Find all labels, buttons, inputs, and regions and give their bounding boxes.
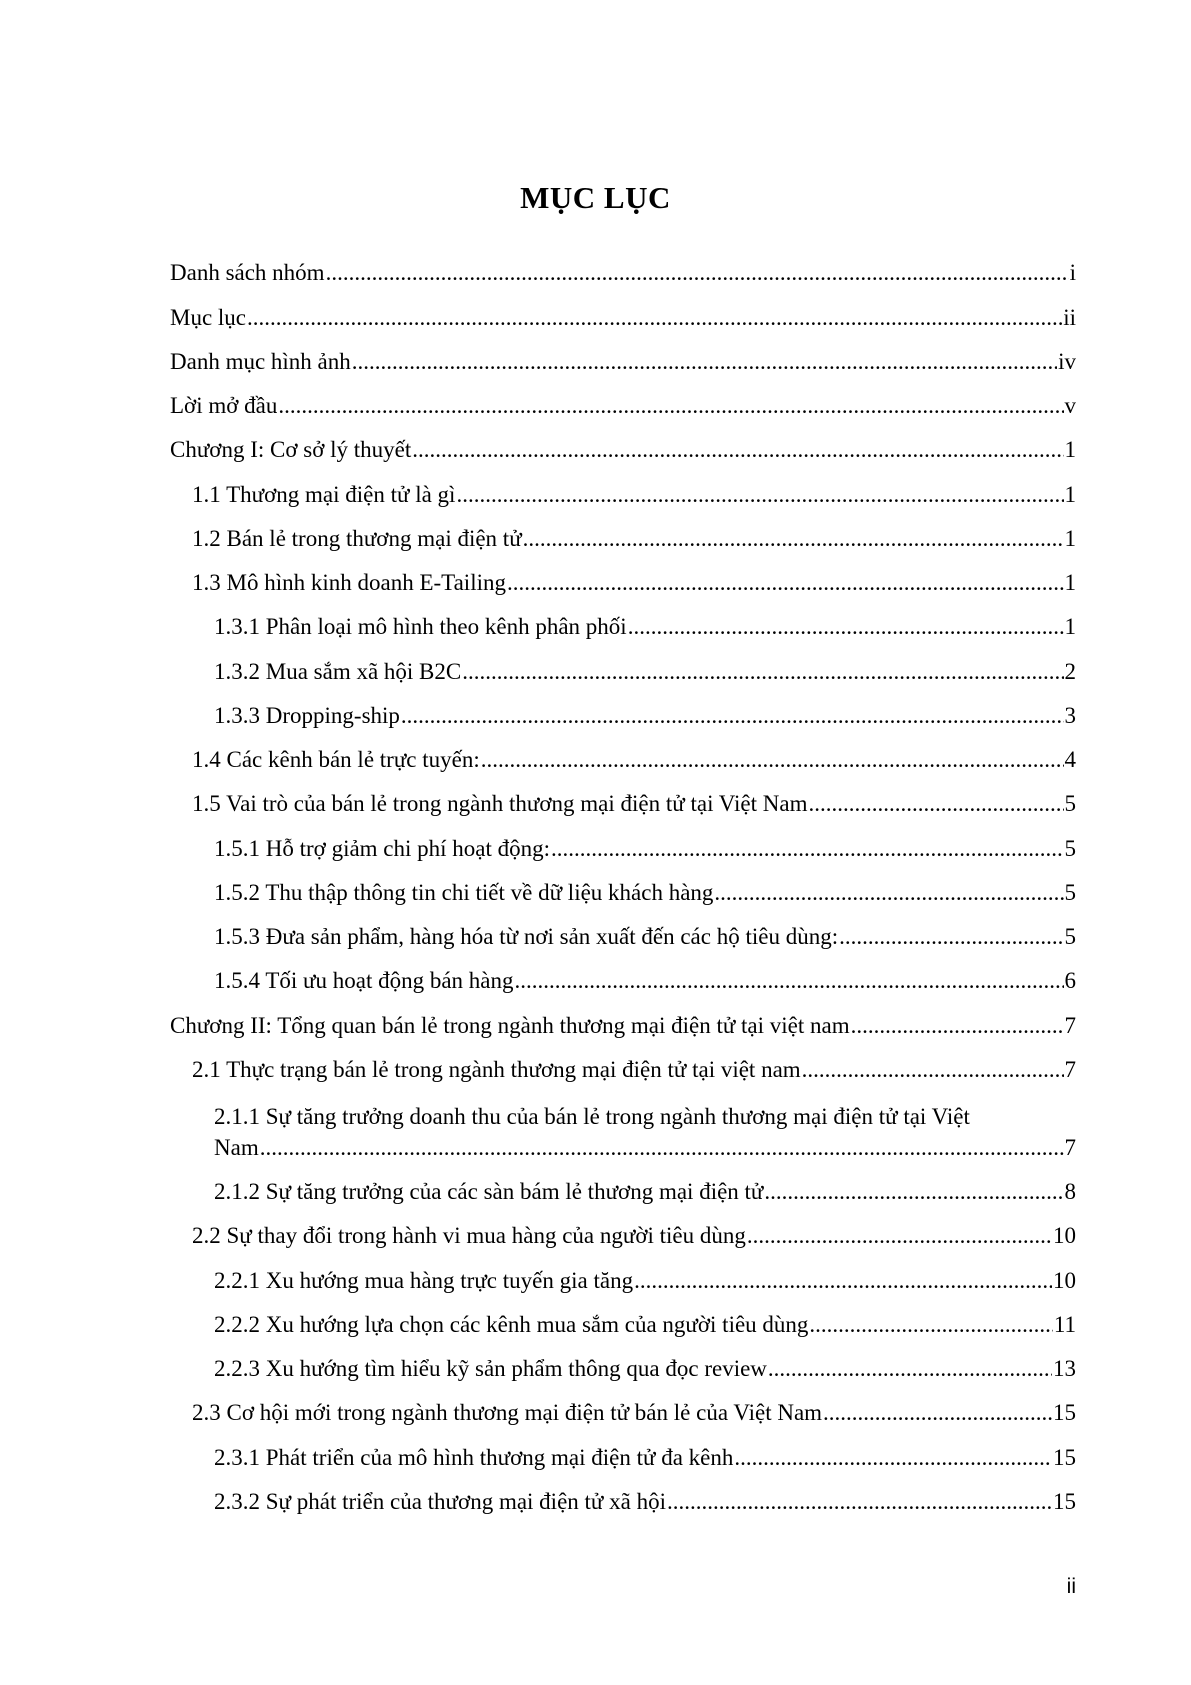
- toc-leader-dots: [352, 347, 1057, 377]
- toc-entry-page: 11: [1053, 1311, 1076, 1337]
- toc-leader-dots: [507, 568, 1064, 598]
- toc-entry-page: 5: [1064, 879, 1076, 905]
- toc-entry-text: Chương I: Cơ sở lý thuyết: [170, 437, 412, 463]
- toc-entry-text: 2.2 Sự thay đổi trong hành vi mua hàng của người tiêu dùng: [192, 1223, 746, 1249]
- toc-leader-dots: [247, 303, 1062, 333]
- toc-entry-text: 1.2 Bán lẻ trong thương mại điện tử: [192, 525, 522, 551]
- toc-entry-page: 8: [1064, 1179, 1076, 1204]
- toc-entry-1-3-3[interactable]: [170, 687, 1076, 731]
- toc-leader-dots: [839, 922, 1063, 952]
- toc-entry-loi-mo-dau[interactable]: [170, 377, 1076, 421]
- toc-entry-2-2-1[interactable]: [170, 1251, 1076, 1295]
- toc-entry-page: ii: [1063, 304, 1076, 330]
- table-of-contents: [170, 244, 1076, 1517]
- toc-leader-dots: [462, 657, 1063, 687]
- toc-leader-dots: [851, 1011, 1064, 1041]
- toc-entry-text: 2.3 Cơ hội mới trong ngành thương mại điện tử bán lẻ của Việt Nam: [192, 1400, 823, 1426]
- toc-entry-2-2-3[interactable]: [170, 1340, 1076, 1384]
- toc-entry-text: 1.3 Mô hình kinh doanh E-Tailing: [192, 570, 506, 595]
- toc-leader-dots: [634, 1266, 1052, 1296]
- toc-leader-dots: [481, 745, 1064, 775]
- toc-entry-text: Danh sách nhóm: [170, 260, 325, 286]
- toc-entry-text-line2: Nam: [214, 1134, 259, 1160]
- toc-leader-dots: [515, 966, 1064, 996]
- toc-entry-page: v: [1064, 393, 1076, 418]
- toc-entry-page: 5: [1064, 924, 1076, 949]
- toc-entry-page: 4: [1064, 747, 1076, 772]
- toc-leader-dots: [278, 391, 1063, 421]
- toc-leader-dots: [734, 1443, 1052, 1473]
- toc-entry-1-3-1[interactable]: [170, 598, 1076, 642]
- toc-entry-muc-luc[interactable]: [170, 288, 1076, 332]
- toc-entry-page: 1: [1064, 614, 1076, 640]
- toc-entry-text: 2.1.2 Sự tăng trưởng của các sàn bám lẻ thương mại điện tử: [214, 1179, 764, 1204]
- toc-leader-dots: [714, 878, 1063, 908]
- toc-entry-1-5-2[interactable]: [170, 864, 1076, 908]
- toc-entry-page: 10: [1053, 1223, 1076, 1249]
- toc-entry-text-line1: 2.1.1 Sự tăng trưởng doanh thu của bán lẻ trong ngành thương mại điện tử tại Việt: [214, 1103, 970, 1129]
- toc-entry-text: 1.5.3 Đưa sản phẩm, hàng hóa từ nơi sản xuất đến các hộ tiêu dùng:: [214, 924, 839, 949]
- toc-entry-2-1-2[interactable]: [170, 1163, 1076, 1207]
- toc-entry-page: 6: [1064, 968, 1076, 994]
- toc-leader-dots: [809, 1310, 1052, 1340]
- toc-leader-dots: [802, 1055, 1064, 1085]
- toc-entry-text: 1.5 Vai trò của bán lẻ trong ngành thương mại điện tử tại Việt Nam: [192, 791, 808, 817]
- toc-leader-dots: [809, 789, 1064, 819]
- toc-entry-page: 10: [1053, 1267, 1076, 1293]
- toc-leader-dots: [768, 1354, 1052, 1384]
- toc-entry-2-1[interactable]: [170, 1041, 1076, 1085]
- toc-entry-page: 1: [1064, 570, 1076, 595]
- toc-entry-text: Mục lục: [170, 304, 247, 330]
- toc-entry-1-5[interactable]: [170, 775, 1076, 819]
- toc-entry-page: 3: [1064, 702, 1076, 728]
- toc-leader-dots: [823, 1398, 1052, 1428]
- toc-entry-page: iv: [1058, 348, 1076, 374]
- toc-entry-text: 2.2.2 Xu hướng lựa chọn các kênh mua sắm của người tiêu dùng: [214, 1311, 809, 1337]
- toc-leader-dots: [326, 258, 1069, 288]
- page-title: MỤC LỤC: [520, 180, 671, 215]
- toc-entry-page: 1: [1064, 525, 1076, 551]
- toc-entry-text: 1.3.2 Mua sắm xã hội B2C: [214, 658, 462, 684]
- toc-entry-page: 7: [1064, 1056, 1076, 1082]
- toc-entry-text: Lời mở đầu: [170, 393, 278, 418]
- toc-entry-1-3[interactable]: [170, 554, 1076, 598]
- toc-leader-dots: [456, 480, 1063, 510]
- toc-leader-dots: [667, 1487, 1052, 1517]
- toc-entry-page: 2: [1064, 658, 1076, 684]
- toc-entry-1-5-3[interactable]: [170, 908, 1076, 952]
- toc-entry-1-2[interactable]: [170, 510, 1076, 554]
- toc-entry-2-3-2[interactable]: [170, 1473, 1076, 1517]
- toc-entry-2-2-2[interactable]: [170, 1296, 1076, 1340]
- toc-entry-text: 1.3.3 Dropping-ship: [214, 702, 400, 728]
- toc-entry-page: 13: [1053, 1356, 1076, 1381]
- toc-entry-page: 15: [1053, 1400, 1076, 1426]
- toc-leader-dots: [412, 435, 1063, 465]
- page-number: ii: [1066, 1575, 1076, 1598]
- toc-entry-1-5-1[interactable]: [170, 819, 1076, 863]
- toc-entry-text: 2.2.3 Xu hướng tìm hiểu kỹ sản phẩm thông qua đọc review: [214, 1356, 767, 1381]
- toc-entry-text: 1.5.1 Hỗ trợ giảm chi phí hoạt động:: [214, 835, 551, 861]
- toc-entry-chuong-1[interactable]: [170, 421, 1076, 465]
- toc-entry-page: 1: [1064, 481, 1076, 507]
- toc-entry-page: i: [1069, 260, 1076, 286]
- toc-entry-1-1[interactable]: [170, 465, 1076, 509]
- toc-entry-page: 5: [1064, 835, 1076, 861]
- toc-entry-page: 7: [1064, 1134, 1076, 1160]
- toc-entry-2-1-1[interactable]: [170, 1085, 1076, 1163]
- toc-entry-text: 1.4 Các kênh bán lẻ trực tuyến:: [192, 747, 480, 772]
- toc-entry-1-3-2[interactable]: [170, 642, 1076, 686]
- toc-entry-2-3-1[interactable]: [170, 1428, 1076, 1472]
- toc-entry-text: 1.5.2 Thu thập thông tin chi tiết về dữ liệu khách hàng: [214, 879, 714, 905]
- toc-entry-page: 15: [1053, 1488, 1076, 1514]
- toc-entry-danh-sach-nhom[interactable]: [170, 244, 1076, 288]
- toc-entry-1-5-4[interactable]: [170, 952, 1076, 996]
- toc-entry-text: 1.5.4 Tối ưu hoạt động bán hàng: [214, 968, 514, 994]
- toc-entry-text: 2.3.1 Phát triển của mô hình thương mại điện tử đa kênh: [214, 1444, 734, 1470]
- toc-entry-page: 7: [1064, 1012, 1076, 1038]
- toc-leader-dots: [260, 1133, 1064, 1163]
- toc-entry-text: 1.1 Thương mại điện tử là gì: [192, 481, 456, 507]
- toc-entry-2-2[interactable]: [170, 1207, 1076, 1251]
- toc-leader-dots: [523, 524, 1064, 554]
- toc-leader-dots: [628, 612, 1064, 642]
- toc-entry-danh-muc-hinh-anh[interactable]: [170, 333, 1076, 377]
- toc-entry-2-3[interactable]: [170, 1384, 1076, 1428]
- toc-leader-dots: [401, 701, 1064, 731]
- toc-entry-text: 2.2.1 Xu hướng mua hàng trực tuyến gia tăng: [214, 1267, 634, 1293]
- toc-entry-chuong-2[interactable]: [170, 996, 1076, 1040]
- toc-entry-text: 1.3.1 Phân loại mô hình theo kênh phân phối: [214, 614, 627, 640]
- toc-leader-dots: [747, 1221, 1052, 1251]
- toc-entry-page: 5: [1064, 791, 1076, 817]
- toc-entry-page: 15: [1053, 1444, 1076, 1470]
- toc-entry-page: 1: [1064, 437, 1076, 463]
- toc-entry-1-4[interactable]: [170, 731, 1076, 775]
- toc-leader-dots: [764, 1177, 1063, 1207]
- toc-entry-text: Danh mục hình ảnh: [170, 348, 351, 374]
- toc-entry-text: 2.1 Thực trạng bán lẻ trong ngành thương mại điện tử tại việt nam: [192, 1056, 801, 1082]
- toc-entry-text: 2.3.2 Sự phát triển của thương mại điện tử xã hội: [214, 1488, 666, 1514]
- toc-leader-dots: [551, 834, 1063, 864]
- toc-entry-text: Chương II: Tổng quan bán lẻ trong ngành thương mại điện tử tại việt nam: [170, 1012, 850, 1038]
